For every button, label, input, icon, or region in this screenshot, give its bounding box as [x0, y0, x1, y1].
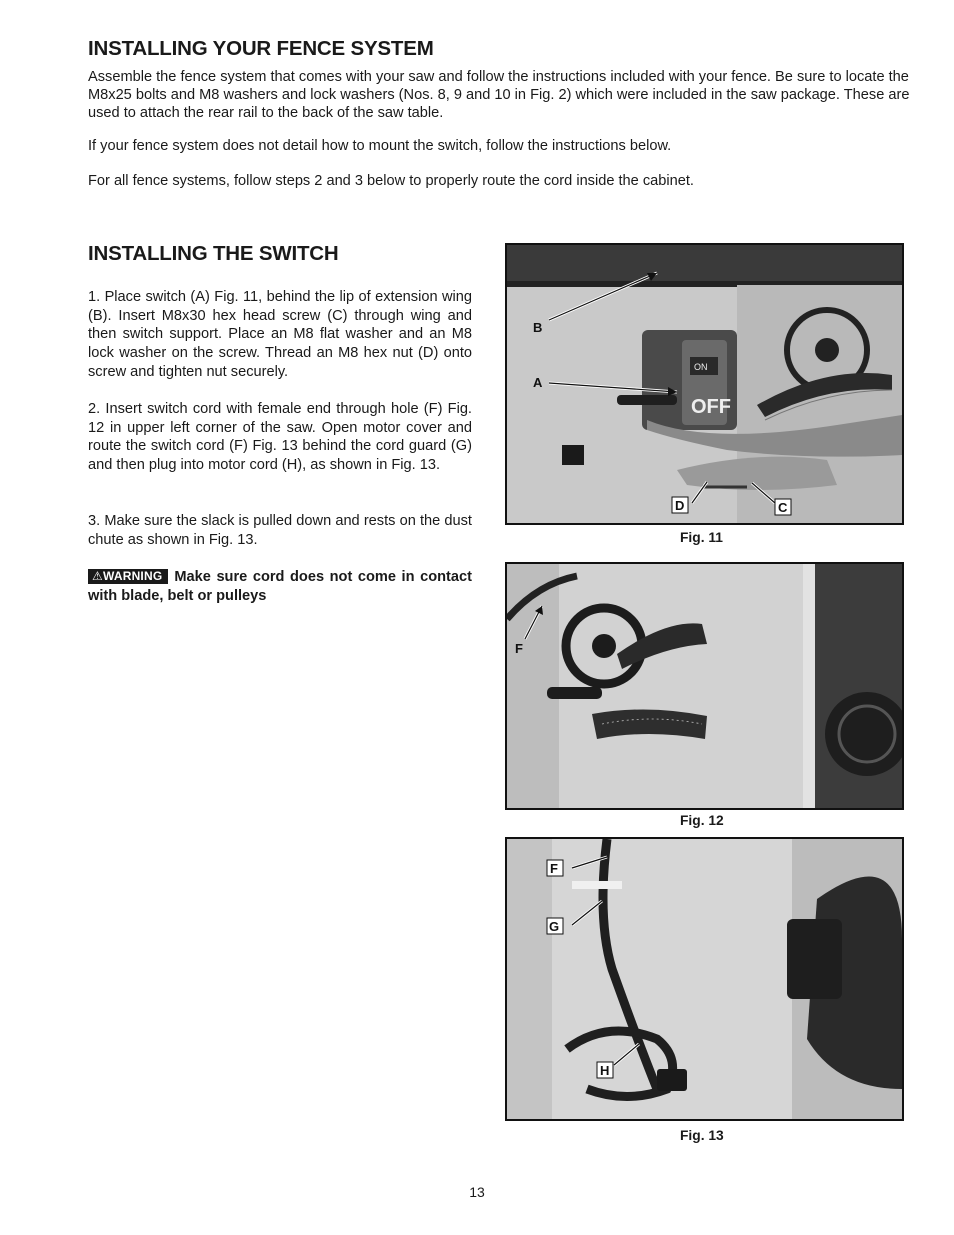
fig11-label-a: A	[533, 375, 543, 390]
figure-13-caption: Fig. 13	[680, 1128, 724, 1143]
figure-11-photo	[505, 243, 904, 525]
figure-12-caption: Fig. 12	[680, 813, 724, 828]
figure-13-photo	[505, 837, 904, 1121]
fig12-label-f: F	[515, 641, 523, 656]
warning-badge	[88, 569, 168, 584]
fig13-label-f: F	[550, 861, 558, 876]
warning-notice	[88, 568, 472, 605]
warning-triangle-icon: ⚠	[92, 569, 103, 583]
figure-12-photo	[505, 562, 904, 810]
page-number: 13	[469, 1184, 485, 1200]
figure-11-caption: Fig. 11	[680, 530, 723, 545]
fig11-label-d: D	[675, 498, 685, 513]
fig11-label-c: C	[778, 500, 788, 515]
fence-paragraph-1: Assemble the fence system that comes with your saw and follow the instructions included with your fence. Be sure to locate the M8x25 bolts and M8 washers and lock washers (Nos. 8, 9 and 10 in Fig. 2) which were included in the saw package. These are used to attach the rear rail to the back of the saw table.	[88, 69, 910, 122]
switch-step-3: 3. Make sure the slack is pulled down and rests on the dust chute as shown in Fig. 13.	[88, 513, 472, 548]
section-title-switch: INSTALLING THE SWITCH	[88, 242, 339, 265]
switch-off-label: OFF	[691, 396, 731, 418]
section-title-fence-system: INSTALLING YOUR FENCE SYSTEM	[88, 37, 434, 60]
fig11-label-b: B	[533, 320, 543, 335]
warning-text: Make sure cord does not come in contact with blade, belt or pulleys	[88, 569, 472, 604]
switch-step-2: 2. Insert switch cord with female end through hole (F) Fig. 12 in upper left corner of the saw. Open motor cover and route the switch cord (F) Fig. 13 behind the cord guard (G) and then plug into motor cord (H), as shown in Fig. 13.	[88, 401, 472, 474]
switch-step-1: 1. Place switch (A) Fig. 11, behind the lip of extension wing (B). Insert M8x30 hex head screw (C) through wing and then switch support. Place an M8 flat washer and an M8 lock washer on the screw. Thread an M8 hex nut (D) onto screw and tighten nut securely.	[88, 289, 472, 380]
warning-label: WARNING	[102, 569, 163, 583]
fig13-label-g: G	[549, 919, 560, 934]
fig13-label-h: H	[600, 1063, 610, 1078]
fence-paragraph-3: For all fence systems, follow steps 2 and 3 below to properly route the cord inside the cabinet.	[88, 173, 694, 189]
switch-on-label: ON	[694, 362, 708, 372]
fence-paragraph-2: If your fence system does not detail how to mount the switch, follow the instructions below.	[88, 138, 672, 154]
